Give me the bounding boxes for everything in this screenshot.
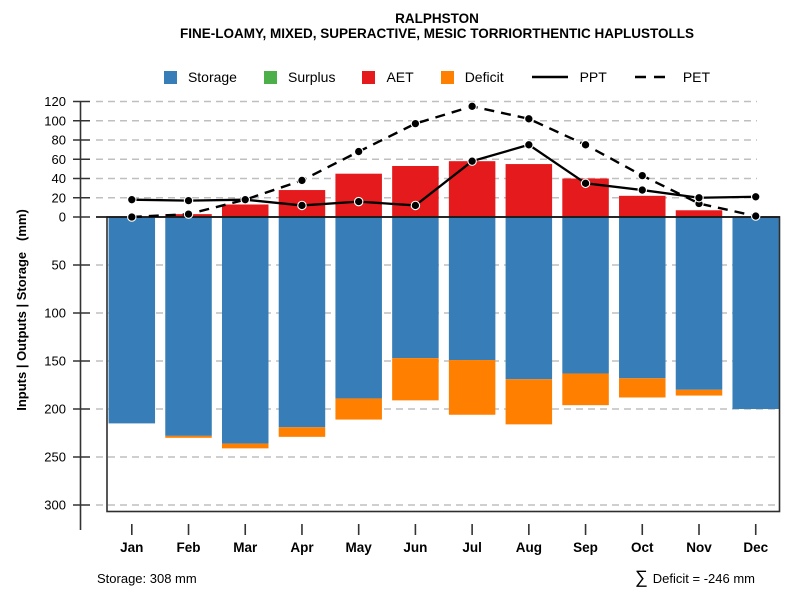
y-tick-label: 20 xyxy=(51,190,66,206)
ppt-point xyxy=(354,197,362,205)
y-tick-label: 80 xyxy=(51,132,66,148)
legend-label-pet: PET xyxy=(682,69,711,85)
y-tick-label: 50 xyxy=(51,257,66,273)
y-tick-label: 100 xyxy=(44,113,66,129)
deficit-total-label xyxy=(635,567,755,588)
storage-bar xyxy=(335,217,382,398)
aet-bar xyxy=(506,164,552,217)
legend-label-deficit: Deficit xyxy=(464,69,504,85)
month-label: Sep xyxy=(573,540,598,555)
pet-point xyxy=(354,147,362,155)
storage-bar xyxy=(506,217,552,379)
y-tick-label: 150 xyxy=(44,353,66,369)
deficit-bar xyxy=(165,436,212,438)
pet-point xyxy=(184,210,192,218)
legend-label-storage: Storage xyxy=(187,69,237,85)
deficit-total-text: Deficit = -246 mm xyxy=(652,571,755,586)
ppt-point xyxy=(184,196,192,204)
storage-total-label: Storage: 308 mm xyxy=(97,571,197,586)
month-label: Dec xyxy=(743,540,769,555)
month-label: Jul xyxy=(462,540,482,555)
y-tick-label: 0 xyxy=(58,209,66,225)
month-label: Oct xyxy=(631,540,654,555)
y-tick-label: 120 xyxy=(44,94,66,109)
ppt-point xyxy=(411,201,419,209)
storage-bar xyxy=(732,217,779,409)
deficit-bar xyxy=(392,358,439,400)
ppt-point xyxy=(298,201,306,209)
ppt-point xyxy=(128,195,136,203)
y-tick-label: 100 xyxy=(44,305,66,321)
pet-point xyxy=(298,176,306,184)
month-label: Jun xyxy=(403,540,428,555)
month-label: Nov xyxy=(686,540,712,555)
y-tick-label: 40 xyxy=(51,171,66,186)
storage-bar xyxy=(222,217,268,444)
month-label: Feb xyxy=(176,540,201,555)
month-label: Aug xyxy=(515,540,542,555)
y-tick-label: 200 xyxy=(44,401,66,417)
ppt-point xyxy=(468,157,476,165)
month-label: Mar xyxy=(233,540,258,555)
aet-bar xyxy=(449,161,496,217)
pet-point xyxy=(752,212,760,220)
pet-point xyxy=(411,119,419,127)
ppt-point xyxy=(241,195,249,203)
y-axis-label: Inputs | Outputs | Storage (mm) xyxy=(14,209,29,411)
pet-point xyxy=(525,115,533,123)
storage-bar xyxy=(109,217,156,423)
deficit-bar xyxy=(222,444,268,449)
deficit-bar xyxy=(335,398,382,419)
storage-bar xyxy=(165,217,212,436)
deficit-bar xyxy=(619,378,666,397)
storage-bar xyxy=(392,217,439,358)
aet-bar xyxy=(619,196,666,217)
pet-point xyxy=(468,102,476,110)
storage-bar xyxy=(676,217,723,390)
storage-bar xyxy=(562,217,609,373)
month-label: Jan xyxy=(120,540,144,555)
ppt-point xyxy=(638,186,646,194)
y-tick-label: 300 xyxy=(44,497,66,513)
pet-point xyxy=(581,141,589,149)
storage-bar xyxy=(619,217,666,378)
ppt-point xyxy=(581,179,589,187)
chart-subtitle: FINE-LOAMY, MIXED, SUPERACTIVE, MESIC TORRIORTHENTIC HAPLUSTOLLS xyxy=(179,26,695,41)
deficit-bar xyxy=(506,379,552,424)
ppt-point xyxy=(525,141,533,149)
legend-label-ppt: PPT xyxy=(579,69,607,85)
storage-bar xyxy=(279,217,326,427)
ppt-point xyxy=(695,194,703,202)
y-tick-label: 250 xyxy=(44,449,66,465)
sum-icon: ∑ xyxy=(634,567,648,587)
deficit-bar xyxy=(279,427,326,437)
legend-label-surplus: Surplus xyxy=(287,69,336,85)
chart-title: RALPHSTON xyxy=(395,11,479,26)
aet-bar xyxy=(222,204,268,217)
pet-point xyxy=(128,213,136,221)
month-label: May xyxy=(345,540,372,555)
ppt-point xyxy=(752,193,760,201)
aet-bar xyxy=(676,210,723,217)
legend-label-aet: AET xyxy=(386,69,414,85)
month-label: Apr xyxy=(290,540,314,555)
y-tick-label: 60 xyxy=(51,151,66,167)
deficit-bar xyxy=(676,390,723,396)
aet-bar xyxy=(335,174,382,217)
deficit-bar xyxy=(562,373,609,405)
pet-point xyxy=(638,171,646,179)
storage-bar xyxy=(449,217,496,360)
deficit-bar xyxy=(449,360,496,415)
